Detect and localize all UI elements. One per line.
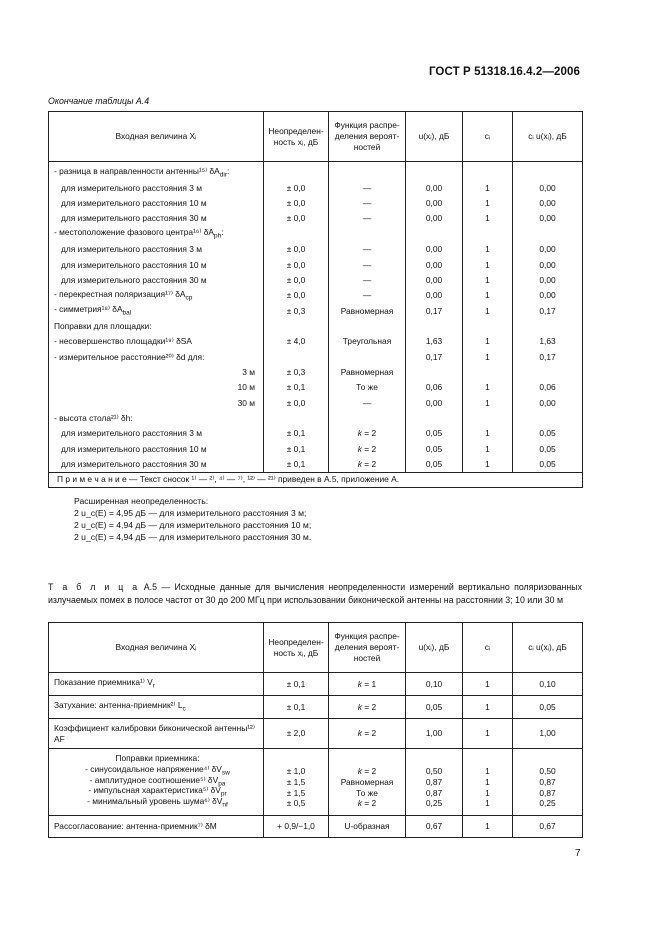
standard-uncertainty-cell [406,162,463,181]
table-row [49,719,583,749]
input-quantity-cell: - несовершенство площадки¹⁹⁾ δSA [49,334,264,349]
uncertainty-cell: ± 2,0 [264,719,329,749]
uncertainty-cell: ± 0,0 [264,288,329,303]
group-value: 0,25 [539,798,556,809]
distribution-cell: k = 2 [329,441,406,456]
distribution-cell: U-образная [329,816,406,838]
standard-uncertainty-cell: 0,00 [406,273,463,288]
group-item: - импульсная характеристика⁵⁾ $\delta V_{pr}$ [88,785,227,799]
sensitivity-coefficient-cell: 1 [463,196,513,211]
distribution-cell: Треугольная [329,334,406,349]
standard-uncertainty-cell [406,411,463,426]
uncertainty-cell [264,411,329,426]
standard-uncertainty-cell: 0,00 [406,211,463,226]
uncertainty-cell: ± 0,3 [264,365,329,380]
standard-uncertainty-cell: 0,05 [406,457,463,472]
standard-uncertainty-cell [406,319,463,334]
group-value: k = 2 [357,798,377,809]
uncertainty-cell: ± 0,1 [264,696,329,719]
table-row [49,242,583,257]
group-value: ± 1,5 [286,787,306,798]
column-header: cᵢ [463,623,513,673]
table-a4-end [48,111,583,488]
contribution-cell [513,162,583,181]
uncertainty-cell: ± 0,1 [264,673,329,696]
table-row [49,426,583,441]
group-value: То же [356,787,378,798]
sensitivity-coefficient-cell [463,365,513,380]
uncertainty-cell [264,227,329,242]
distribution-cell: — [329,257,406,272]
column-header: cᵢ [463,112,513,162]
standard-uncertainty-cell [406,749,463,816]
contribution-cell: 0,05 [513,457,583,472]
table-body [49,162,583,473]
column-header: Неопределенность xᵢ, дБ [264,623,329,673]
uncertainty-cell [264,749,329,816]
input-quantity-cell: для измерительного расстояния 10 м [49,441,264,456]
group-value: 0,25 [425,798,443,809]
standard-uncertainty-cell: 0,17 [406,349,463,364]
sensitivity-coefficient-cell [463,162,513,181]
uncertainty-cell: ± 0,0 [264,273,329,288]
table-row [49,288,583,303]
contribution-cell: 0,06 [513,380,583,395]
contribution-cell: 0,10 [513,673,583,696]
input-quantity-cell: для измерительного расстояния 30 м [49,457,264,472]
group-value: 0,87 [539,776,556,787]
distribution-cell: Равномерная [329,303,406,318]
contribution-cell [513,365,583,380]
table-header-row [49,112,583,162]
distribution-cell: k = 2 [329,426,406,441]
group-value: 0,50 [539,766,556,776]
sensitivity-coefficient-cell [463,319,513,334]
group-value: ± 1,5 [286,776,306,787]
input-quantity-cell: - перекрестная поляризация¹⁷⁾ $\delta A_{cp}$ [49,288,264,303]
distribution-cell [329,349,406,364]
input-quantity-cell: - местоположение фазового центра¹⁶⁾ $\delta A_{ph}$: [49,227,264,242]
group-value: 1 [485,776,490,787]
distribution-cell: — [329,181,406,196]
input-quantity-cell: Затухание: антенна-приемник²⁾ $L_c$ [49,696,264,719]
page-number: 7 [575,848,581,859]
expanded-line: 2 u_c(E) = 4,94 дБ — для измерительного расстояния 30 м. [74,531,312,542]
distribution-cell: Равномерная [329,365,406,380]
uncertainty-cell: ± 0,1 [264,380,329,395]
column-header: Функция распределения вероятностей [329,112,406,162]
sensitivity-coefficient-cell: 1 [463,273,513,288]
standard-uncertainty-cell: 1,63 [406,334,463,349]
standard-uncertainty-cell: 1,00 [406,719,463,749]
group-value: 0,87 [425,787,443,798]
column-header: cᵢ u(xᵢ), дБ [513,623,583,673]
group-value: 0,87 [425,776,443,787]
input-quantity-cell: 10 м [49,380,264,395]
standard-uncertainty-cell: 0,05 [406,441,463,456]
standard-uncertainty-cell: 0,00 [406,242,463,257]
input-quantity-cell: 30 м [49,395,264,410]
table-row [49,227,583,242]
sensitivity-coefficient-cell: 1 [463,395,513,410]
standard-uncertainty-cell: 0,00 [406,288,463,303]
uncertainty-cell [264,349,329,364]
group-item: - минимальный уровень шума⁶⁾ $\delta V_{nf}$ [87,796,228,809]
document-header: ГОСТ Р 51318.16.4.2—2006 [428,66,580,78]
standard-uncertainty-cell: 0,00 [406,181,463,196]
distribution-cell [329,319,406,334]
uncertainty-cell: ± 0,0 [264,181,329,196]
caption-label: Т а б л и ц а [48,582,140,592]
input-quantity-cell: Поправки для площадки: [49,319,264,334]
sensitivity-coefficient-cell: 1 [463,673,513,696]
input-quantity-cell: Рассогласование: антенна-приемник⁷⁾ δM [49,816,264,838]
uncertainty-cell: ± 4,0 [264,334,329,349]
sensitivity-coefficient-cell: 1 [463,441,513,456]
distribution-cell: — [329,211,406,226]
table-row [49,816,583,838]
uncertainty-cell: ± 0,0 [264,196,329,211]
sensitivity-coefficient-cell: 1 [463,816,513,838]
distribution-cell [329,411,406,426]
column-header: Неопределенность xᵢ, дБ [264,112,329,162]
column-header: Входная величина Xᵢ [49,112,264,162]
table-a5 [48,622,583,838]
input-quantity-cell: для измерительного расстояния 30 м [49,273,264,288]
uncertainty-cell: ± 0,1 [264,441,329,456]
contribution-cell: 1,00 [513,719,583,749]
distribution-cell: — [329,288,406,303]
input-quantity-cell: - измерительное расстояние²⁰⁾ δd для: [49,349,264,364]
distribution-cell: — [329,196,406,211]
contribution-cell [513,227,583,242]
table-a5-caption [48,581,582,607]
expanded-line: 2 u_c(E) = 4,94 дБ — для измерительного расстояния 10 м; [74,519,312,530]
input-quantity-cell: - разница в направленности антенны¹⁵⁾ $\delta A_{dir}$: [49,162,264,181]
sensitivity-coefficient-cell: 1 [463,380,513,395]
distribution-cell [329,162,406,181]
distribution-cell: — [329,395,406,410]
column-header: cᵢ u(xᵢ), дБ [513,112,583,162]
table-row [49,273,583,288]
table-note [49,472,583,487]
sensitivity-coefficient-cell: 1 [463,426,513,441]
input-quantity-cell: для измерительного расстояния 3 м [49,242,264,257]
sensitivity-coefficient-cell: 1 [463,242,513,257]
column-header: u(xᵢ), дБ [406,112,463,162]
uncertainty-cell: ± 0,0 [264,257,329,272]
uncertainty-cell: ± 0,3 [264,303,329,318]
contribution-cell: 0,05 [513,696,583,719]
contribution-cell [513,749,583,816]
group-value: 0,50 [425,766,443,776]
table-row [49,696,583,719]
contribution-cell: 0,00 [513,288,583,303]
input-quantity-cell: для измерительного расстояния 10 м [49,257,264,272]
standard-uncertainty-cell [406,365,463,380]
group-title: Поправки приемника: [115,753,200,763]
input-quantity-cell [49,749,264,816]
column-header: Входная величина Xᵢ [49,623,264,673]
sensitivity-coefficient-cell: 1 [463,696,513,719]
contribution-cell: 0,00 [513,273,583,288]
distribution-cell: k = 2 [329,719,406,749]
uncertainty-cell: ± 0,1 [264,457,329,472]
sensitivity-coefficient-cell: 1 [463,303,513,318]
contribution-cell: 0,00 [513,395,583,410]
note-text: — Текст сносок ¹⁾ — ²⁾, ⁴⁾ — ⁷⁾, ¹²⁾ — ²¹⁾ приведен в А.5, приложение А. [126,474,400,485]
group-value: ± 0,5 [286,798,306,809]
table-row [49,411,583,426]
sensitivity-coefficient-cell: 1 [463,457,513,472]
contribution-cell: 0,05 [513,441,583,456]
contribution-cell: 0,00 [513,242,583,257]
table-row [49,365,583,380]
standard-uncertainty-cell: 0,67 [406,816,463,838]
table-row [49,162,583,181]
expanded-line: 2 u_c(E) = 4,95 дБ — для измерительного расстояния 3 м; [74,507,307,518]
input-quantity-cell: 3 м [49,365,264,380]
table-row [49,181,583,196]
input-quantity-cell: - симметрия¹⁸⁾ $\delta A_{bal}$ [49,303,264,318]
contribution-cell: 0,17 [513,349,583,364]
standard-uncertainty-cell: 0,00 [406,196,463,211]
contribution-cell: 0,00 [513,257,583,272]
contribution-cell: 0,00 [513,181,583,196]
distribution-cell: k = 2 [329,696,406,719]
input-quantity-cell: - высота стола²¹⁾ δh: [49,411,264,426]
contribution-cell [513,411,583,426]
standard-uncertainty-cell: 0,05 [406,696,463,719]
input-quantity-cell: для измерительного расстояния 3 м [49,181,264,196]
distribution-cell [329,749,406,816]
sensitivity-coefficient-cell: 1 [463,334,513,349]
distribution-cell: — [329,242,406,257]
uncertainty-cell: ± 0,0 [264,395,329,410]
input-quantity-cell: Показание приемника¹⁾ $V_r$ [49,673,264,696]
table-row [49,319,583,334]
group-value: 1 [485,798,490,809]
table-caption-continuation: Окончание таблицы А.4 [48,96,150,106]
table-row [49,334,583,349]
group-value: k = 2 [357,766,377,776]
uncertainty-cell [264,319,329,334]
distribution-cell: То же [329,380,406,395]
standard-uncertainty-cell: 0,17 [406,303,463,318]
sensitivity-coefficient-cell: 1 [463,288,513,303]
sensitivity-coefficient-cell: 1 [463,349,513,364]
table-row [49,457,583,472]
uncertainty-cell: ± 0,0 [264,242,329,257]
distribution-cell: k = 2 [329,457,406,472]
sensitivity-coefficient-cell: 1 [463,181,513,196]
table-row [49,395,583,410]
sensitivity-coefficient-cell [463,749,513,816]
table-row [49,257,583,272]
standard-uncertainty-cell: 0,05 [406,426,463,441]
group-item: - синусоидальное напряжение⁴⁾ $\delta V_{sw}$ [85,763,230,777]
contribution-cell: 1,63 [513,334,583,349]
uncertainty-cell: + 0,9/−1,0 [264,816,329,838]
input-quantity-cell: Коэффициент калибровки биконической антенны¹²⁾ AF [49,719,264,749]
distribution-cell: k = 1 [329,673,406,696]
distribution-cell [329,227,406,242]
input-quantity-cell: для измерительного расстояния 3 м [49,426,264,441]
standard-uncertainty-cell [406,227,463,242]
uncertainty-cell [264,162,329,181]
contribution-cell [513,319,583,334]
uncertainty-cell: ± 0,0 [264,211,329,226]
expanded-line: Расширенная неопределенность: [74,496,209,506]
expanded-uncertainty [74,496,311,543]
group-value: Равномерная [340,776,394,787]
contribution-cell: 0,05 [513,426,583,441]
contribution-cell: 0,67 [513,816,583,838]
standard-uncertainty-cell: 0,00 [406,395,463,410]
table-row [49,196,583,211]
table-note-row [49,472,583,487]
contribution-cell: 0,00 [513,196,583,211]
sensitivity-coefficient-cell: 1 [463,211,513,226]
distribution-cell: — [329,273,406,288]
group-value: ± 1,0 [286,766,306,776]
sensitivity-coefficient-cell [463,227,513,242]
table-body [49,673,583,838]
standard-uncertainty-cell: 0,10 [406,673,463,696]
sensitivity-coefficient-cell: 1 [463,719,513,749]
note-label: П р и м е ч а н и е [57,474,127,485]
group-value: 0,87 [539,787,556,798]
table-row-group [49,749,583,816]
table-row [49,673,583,696]
sensitivity-coefficient-cell [463,411,513,426]
standard-uncertainty-cell: 0,06 [406,380,463,395]
group-value: 1 [485,787,490,798]
table-row [49,380,583,395]
group-value: 1 [485,766,490,776]
input-quantity-cell: для измерительного расстояния 30 м [49,211,264,226]
column-header: Функция распределения вероятностей [329,623,406,673]
table-row [49,349,583,364]
table-row [49,441,583,456]
sensitivity-coefficient-cell: 1 [463,257,513,272]
uncertainty-cell: ± 0,1 [264,426,329,441]
table-header-row [49,623,583,673]
contribution-cell: 0,17 [513,303,583,318]
caption-text: А.5 — Исходные данные для вычисления неопределенности измерений вертикально поляризованных излучаемых помех в полосе частот от 30 до 200 МГц при использовании биконической антенны на расстоянии 3; 10 или 30 м [48,582,582,605]
table-row [49,303,583,318]
input-quantity-cell: для измерительного расстояния 10 м [49,196,264,211]
table-row [49,211,583,226]
contribution-cell: 0,00 [513,211,583,226]
column-header: u(xᵢ), дБ [406,623,463,673]
standard-uncertainty-cell: 0,00 [406,257,463,272]
group-item: - амплитудное соотношение⁵⁾ $\delta V_{pa}$ [89,774,226,788]
